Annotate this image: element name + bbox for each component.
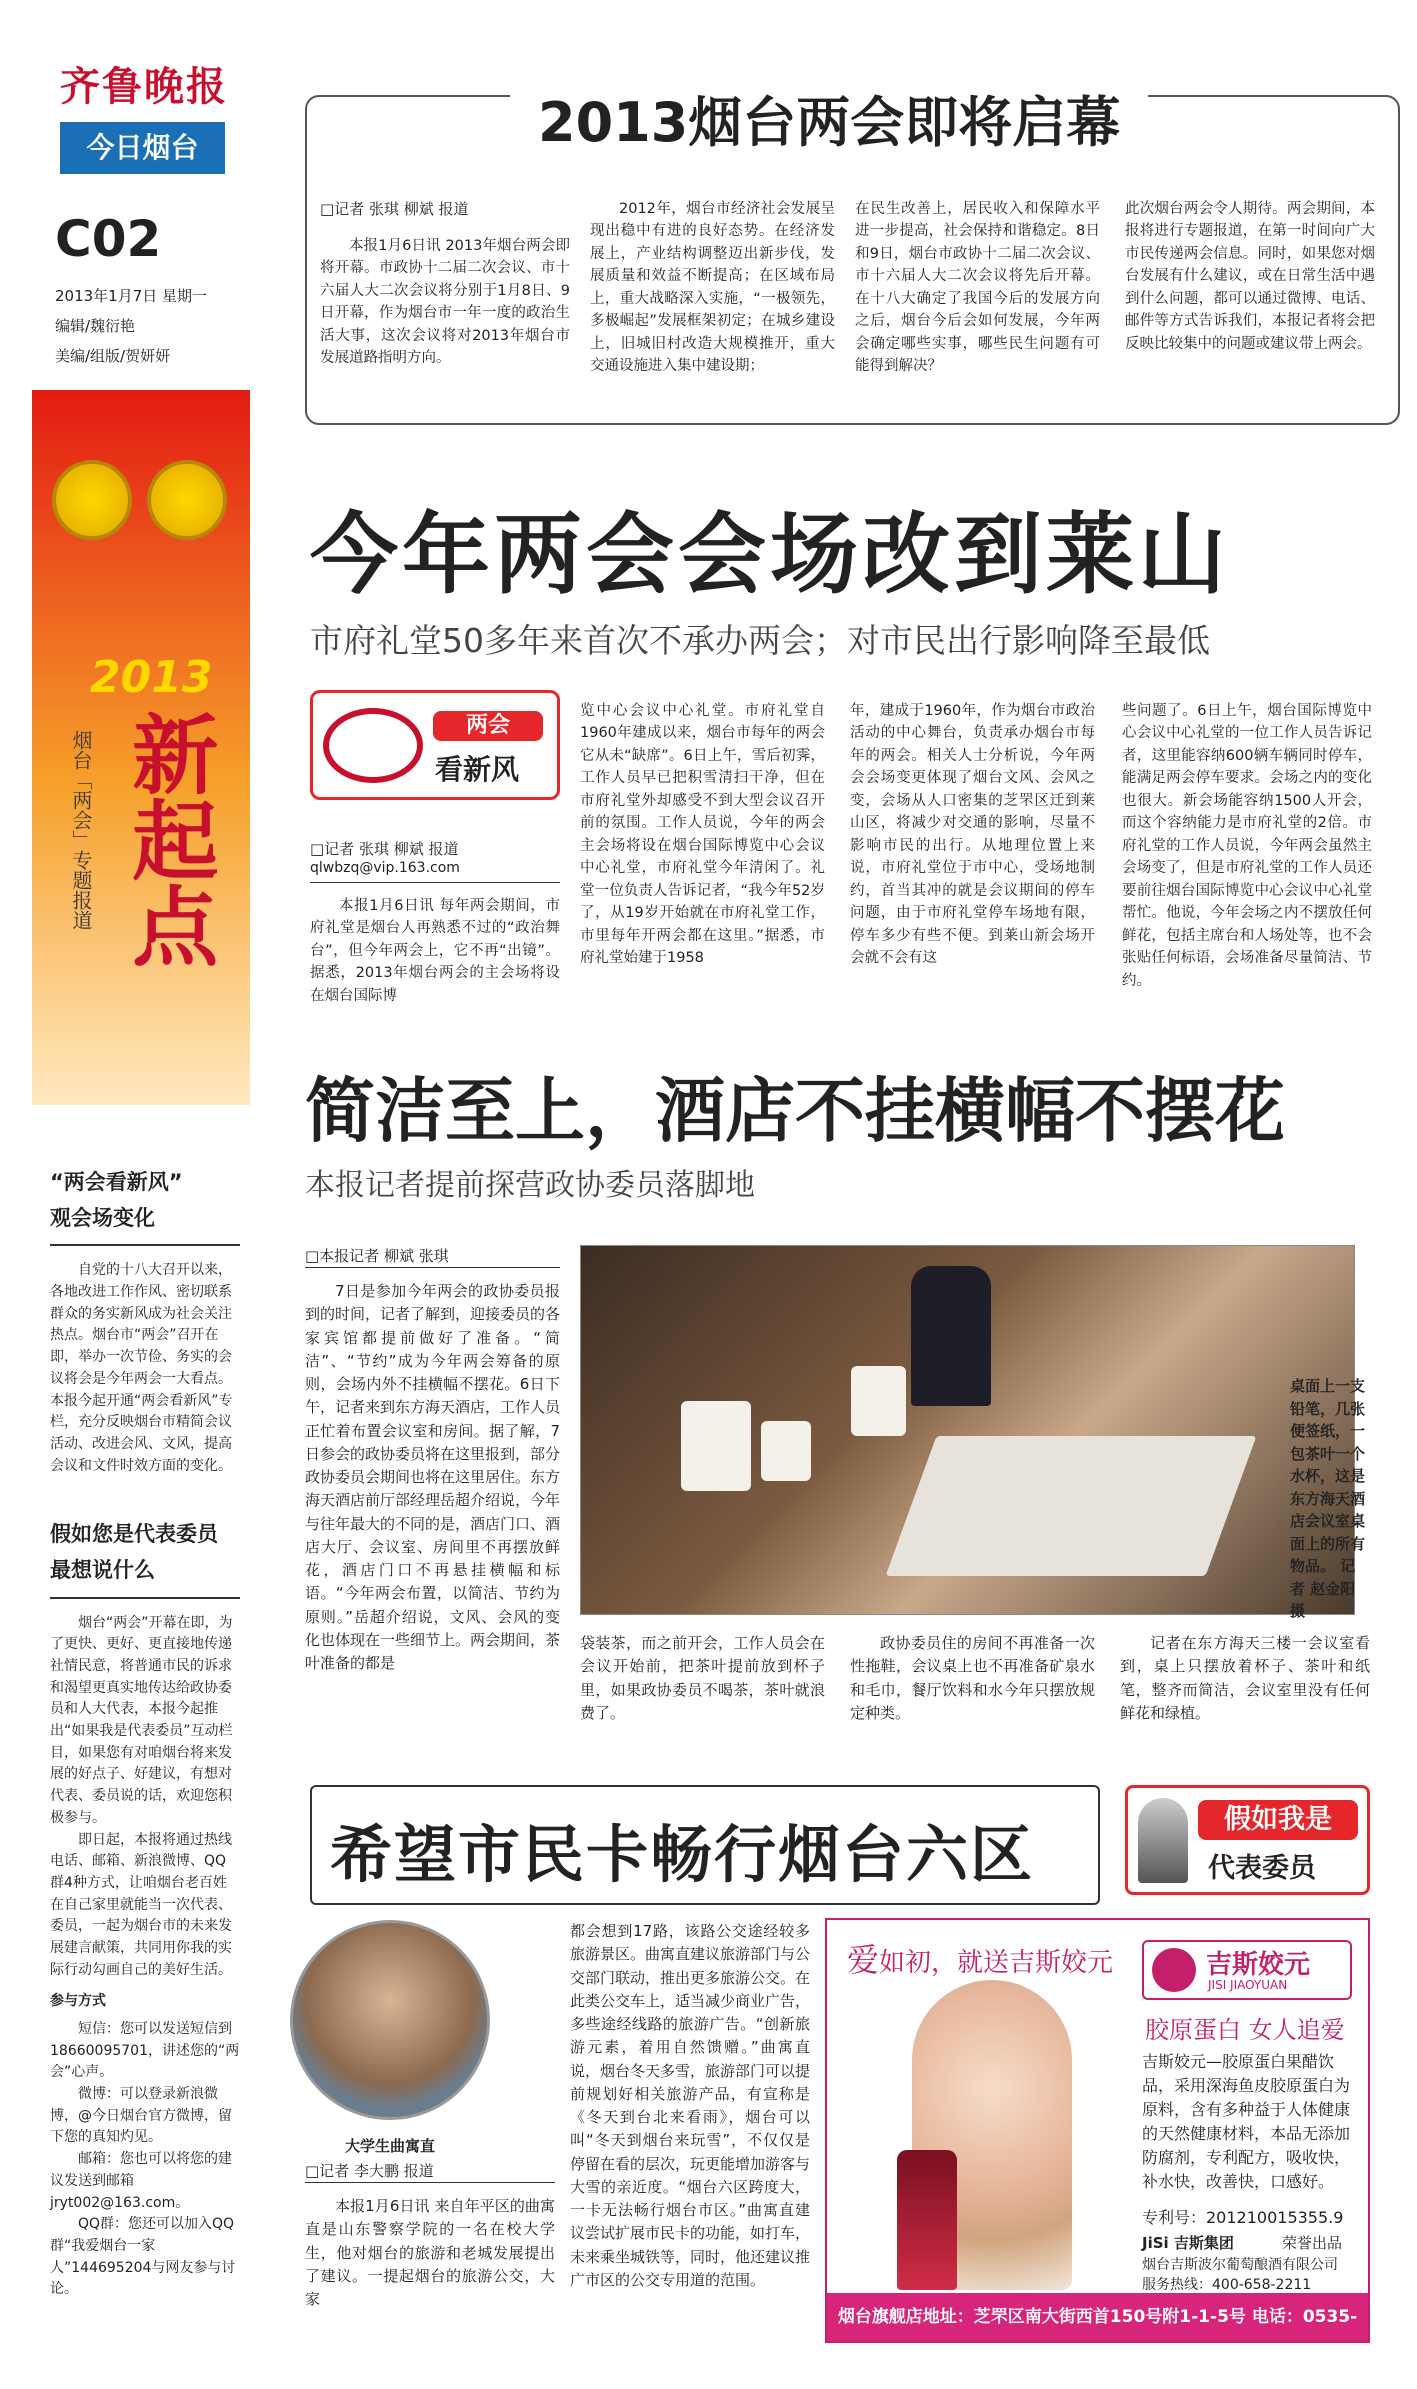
ad-body: 吉斯姣元—胶原蛋白果醋饮品，采用深海鱼皮胶原蛋白为原料，含有多种益于人体健康的天然健康材料，本品无添加防腐剂，专利配方，吸收快，补水快，改善快，口感好。 bbox=[1142, 2052, 1351, 2191]
brand-logo bbox=[1142, 1940, 1352, 2000]
ad-patent: 专利号：201210015355.9 bbox=[1142, 2208, 1344, 2227]
brand-name: 吉斯姣元 bbox=[1206, 1950, 1311, 1980]
story3-col2: 袋装茶，而之前开会，工作人员会在会议开始前，把茶叶提前放到杯子里，如果政协委员不喝茶，茶叶就浪费了。 bbox=[580, 1634, 825, 1722]
ad-footer: 烟台旗舰店地址：芝罘区南大街西首150号附1-1-5号 电话：0535-6694999 bbox=[827, 2293, 1368, 2341]
story1-col2: 2012年，烟台市经济社会发展呈现出稳中有进的良好态势。在经济发展上，产业结构调整迈出新步伐，发展质量和效益不断提高；在区域布局上，重大战略深入实施，“一极领先，多极崛起”发展框架初定；在城乡建设上，旧城旧村改造大规模推开，重大交通设施进入集中建设期； bbox=[590, 201, 835, 375]
banner-title: 新起点 bbox=[117, 710, 219, 968]
story3-deck: 本报记者提前探营政协委员落脚地 bbox=[305, 1168, 755, 1203]
story1-byline: □记者 张琪 柳斌 报道 bbox=[320, 200, 469, 218]
story3-col3: 政协委员住的房间不再准备一次性拖鞋，会议桌上也不再准备矿泉水和毛巾，餐厅饮料和水今年只摆放规定种类。 bbox=[850, 1634, 1095, 1722]
story4-col1: 本报1月6日讯 来自年平区的曲寓直是山东警察学院的一名在校大学生，他对烟台的旅游和老城发展提出了建议。一提起烟台的旅游公交，大家 bbox=[305, 2197, 555, 2308]
story3-headline: 简洁至上，酒店不挂横幅不摆花 bbox=[305, 1070, 1285, 1152]
story2-headline: 今年两会会场改到莱山 bbox=[310, 503, 1231, 606]
party-emblem-icon bbox=[52, 460, 132, 540]
story2-badge bbox=[310, 690, 560, 800]
cppcc-emblem-icon bbox=[147, 460, 227, 540]
notepad bbox=[886, 1436, 1257, 1576]
ad-slogan: 爱如初，就送吉斯姣元 bbox=[847, 1941, 1114, 1979]
story2-col1: 本报1月6日讯 每年两会期间，市府礼堂是烟台人再熟悉不过的“政治舞台”，但今年两会上，它不再“出镜”。据悉，2013年烟台两会的主会场将设在烟台国际博 bbox=[310, 898, 560, 1004]
sidebar-heading: “两会看新风” bbox=[50, 1170, 183, 1194]
sidebar-heading-line2: 最想说什么 bbox=[50, 1557, 155, 1582]
ad-honor: 荣誉出品 bbox=[1282, 2234, 1343, 2252]
editor-credit: 编辑/魏衍艳 bbox=[55, 317, 136, 335]
special-report-banner bbox=[32, 390, 250, 1105]
story4-byline: □记者 李大鹏 报道 bbox=[305, 2162, 434, 2180]
issue-date: 2013年1月7日 星期一 bbox=[55, 287, 208, 305]
sidebar-paragraph: 邮箱：您也可以将您的建议发送到邮箱jryt002@163.com。 bbox=[50, 2151, 232, 2211]
story1-col4: 此次烟台两会令人期待。两会期间，本报将进行专题报道，在第一时间向广大市民传递两会信息。同时，如果您对烟台发展有什么建议，或在日常生活中遇到什么问题，都可以通过微博、电话、邮件等方式告诉我们，本报记者将会把反映比较集中的问题或建议带上两会。 bbox=[1125, 201, 1375, 352]
story2-col3: 年，建成于1960年，作为烟台市政治活动的中心舞台，负责承办烟台市每年的两会。相关人士分析说，今年两会会场变更体现了烟台文风、会风之变，会场从人口密集的芝罘区迁到莱山区，将减少对交通的影响，尽量不影响市民的出行。从地理位置上来说，市府礼堂位于市中心，受场地制约，首当其冲的就是会议期间的停车问题，由于市府礼堂停车场地有限，停车多少有些不便。到莱山新会场开会就不会有这 bbox=[850, 703, 1095, 967]
person-icon bbox=[1138, 1798, 1188, 1883]
sidebar-paragraph: QQ群：您还可以加入QQ群“我爱烟台一家人”144695204与网友参与讨论。 bbox=[50, 2216, 236, 2298]
story1-headline: 2013烟台两会即将启幕 bbox=[510, 80, 1148, 157]
story4-badge-top: 假如我是 bbox=[1198, 1800, 1358, 1840]
story3-col1: 7日是参加今年两会的政协委员报到的时间，记者了解到，迎接委员的各家宾馆都提前做好了准备。“简洁”、“节约”成为今年两会筹备的原则，会场内外不挂横幅不摆花。6日下午，记者来到东方海天酒店，工作人员正忙着布置会议室和房间。据了解，7日参会的政协委员将在这里报到，部分政协委员会期间也将在这里居住。东方海天酒店前厅部经理岳超介绍说，今年与往年最大的不同的是，酒店门口、酒店大厅、会议室、房间里不再摆放鲜花，酒店门口不再悬挂横幅和标语。“今年两会布置，以简洁、节约为原则。”岳超介绍说，文风、会风的变化也体现在一些细节上。两会期间，茶叶准备的都是 bbox=[305, 1282, 561, 1672]
story1-col1: 本报1月6日讯 2013年烟台两会即将开幕。市政协十二届二次会议、市十六届人大二次会议将分别于1月8日、9日开幕，作为烟台市一年一度的政治生活大事，这次会议将对2013年烟台市发展道路指明方向。 bbox=[320, 238, 570, 367]
page-number: C02 bbox=[55, 210, 162, 268]
tea-cup bbox=[851, 1366, 906, 1436]
sidebar-paragraph: 微博：可以登录新浪微博，@今日烟台官方微博，留下您的真知灼见。 bbox=[50, 2086, 232, 2146]
ad-company: JiSi 吉斯集团 bbox=[1142, 2234, 1234, 2252]
brand-icon bbox=[1152, 1948, 1196, 1992]
meeting-room-photo bbox=[580, 1245, 1355, 1615]
tea-cup bbox=[761, 1421, 811, 1481]
designer-credit: 美编/组版/贺妍妍 bbox=[55, 347, 171, 365]
ad-company-full: 烟台吉斯波尔葡萄酿酒有限公司 bbox=[1142, 2257, 1338, 2273]
sidebar-heading: 假如您是代表委员 bbox=[50, 1522, 218, 1547]
student-portrait bbox=[290, 1920, 490, 2120]
tea-cup bbox=[681, 1401, 751, 1491]
sidebar-paragraph: 烟台“两会”开幕在即，为了更快、更好、更直接地传递社情民意，将普通市民的诉求和渴望更真实地传达给政协委员和人大代表，本报今起推出“如果我是代表委员”互动栏目，如果您有对咱烟台将来发展的好点子、好建议，有想对代表、委员说的话，欢迎您积极参与。 bbox=[50, 1614, 233, 1826]
product-bottle bbox=[897, 2150, 957, 2290]
story2-col2: 览中心会议中心礼堂。市府礼堂自1960年建成以来，烟台市每年的两会它从未“缺席”。6日上午，雪后初霁，工作人员早已把积雪清扫干净，但在市府礼堂外却感受不到大型会议召开前的氛围。工作人员说，今年的两会主会场将设在烟台国际博览中心会议中心礼堂，市府礼堂今年清闲了。礼堂一位负责人告诉记者，“我今年52岁了，从19岁开始就在市府礼堂工作，市里每年开两会都在这里。”据悉，市府礼堂始建于1958 bbox=[580, 703, 825, 967]
banner-year: 2013 bbox=[90, 652, 213, 703]
section-tab: 今日烟台 bbox=[60, 122, 225, 174]
story4-headline: 希望市民卡畅行烟台六区 bbox=[330, 1818, 1035, 1891]
sidebar-paragraph: 短信：您可以发送短信到18660095701，讲述您的“两会”心声。 bbox=[50, 2021, 240, 2081]
staff-figure bbox=[911, 1266, 991, 1406]
brand-name-en: JISI JIAOYUAN bbox=[1208, 1978, 1288, 1992]
sidebar-subheading: 参与方式 bbox=[50, 1993, 106, 2010]
ad-tagline: 胶原蛋白 女人追爱 bbox=[1145, 2016, 1345, 2044]
story2-byline: □记者 张琪 柳斌 报道 bbox=[310, 840, 459, 858]
story2-badge-bottom: 看新风 bbox=[435, 753, 520, 786]
story2-badge-top: 两会 bbox=[433, 711, 543, 741]
story4-badge-bottom: 代表委员 bbox=[1208, 1853, 1316, 1884]
story4-col2: 都会想到17路，该路公交途经较多旅游景区。曲寓直建议旅游部门与公交部门联动，推出更多旅游公交。在此类公交车上，适当减少商业广告，多些途经线路的旅游广告。“创新旅游元素，着用自然馈赠。”曲寓直说，烟台冬天多雪，旅游部门可以提前规划好相关旅游产品，有宣称是《冬天到台北来看雨》，烟台可以叫“冬天到烟台来玩雪”，不仅仅是停留在看的层次，玩更能增加游客与大雪的亲近度。“烟台六区跨度大，一卡无法畅行烟台市区。”曲寓直建议尝试扩展市民卡的功能，如打车，未来乘坐城铁等，同时，他还建议推广市区的公交专用道的范围。 bbox=[570, 1922, 811, 2289]
sidebar-paragraph: 自党的十八大召开以来，各地改进工作作风、密切联系群众的务实新风成为社会关注热点。烟台市“两会”召开在即，举办一次节俭、务实的会议将会是今年两会一大看点。本报今起开通“两会看新风”专栏，充分反映烟台市精简会议活动、改进会风、文风，提高会议和文件时效方面的变化。 bbox=[50, 1262, 233, 1474]
photo-caption: 桌面上一支铅笔，几张便签纸，一包茶叶一个水杯，这是东方海天酒店会议室桌面上的所有物品。 记者 赵金阳 摄 bbox=[1290, 1377, 1366, 1620]
jisi-advertisement[interactable] bbox=[825, 1918, 1370, 2375]
masthead-logo: 齐鲁晚报 bbox=[60, 63, 228, 110]
story2-deck: 市府礼堂50多年来首次不承办两会；对市民出行影响降至最低 bbox=[310, 621, 1210, 660]
story1-col3: 在民生改善上，居民收入和保障水平进一步提高，社会保持和谐稳定。8日和9日，烟台市政协十二届二次会议、市十六届人大二次会议将先后开幕。在十八大确定了我国今后的发展方向之后，烟台今后会如何发展，今年两会确定哪些实事，哪些民生问题有可能得到解决？ bbox=[855, 201, 1100, 375]
story2-email: qlwbzq@vip.163.com bbox=[310, 860, 460, 876]
ring-icon bbox=[323, 708, 423, 783]
sidebar-paragraph: 即日起，本报将通过热线电话、邮箱、新浪微博、QQ群4种方式，让咱烟台老百姓在自己家里就能当一次代表、委员，一起为烟台市的未来发展建言献策，共同用你我的实际行动勾画自己的美好生活。 bbox=[50, 1831, 232, 1978]
story2-col4: 些问题了。6日上午，烟台国际博览中心会议中心礼堂的一位工作人员告诉记者，这里能容纳600辆车辆同时停车，能满足两会停车要求。会场之内的变化也很大。新会场能容纳1500人开会，而这个容纳能力是市府礼堂的2倍。市府礼堂的工作人员说，今年两会虽然主会场变了，但是市府礼堂的工作人员还要前往烟台国际博览中心会议中心礼堂帮忙。他说，今年会场之内不摆放任何鲜花，包括主席台和人场处等，也不会张贴任何标语，会场准备尽量简洁、节约。 bbox=[1122, 703, 1372, 989]
story3-byline: □本报记者 柳斌 张琪 bbox=[305, 1247, 449, 1265]
story3-col4: 记者在东方海天三楼一会议室看到，桌上只摆放着杯子、茶叶和纸笔，整齐而简洁，会议室里没有任何鲜花和绿植。 bbox=[1120, 1634, 1370, 1722]
sidebar-column bbox=[50, 1165, 240, 2301]
banner-subtitle: 烟台「两会」专题报道 bbox=[69, 730, 93, 930]
portrait-caption: 大学生曲寓直 bbox=[345, 2137, 436, 2155]
story4-badge bbox=[1125, 1785, 1370, 1895]
ad-hotline: 服务热线：400-658-2211 bbox=[1142, 2277, 1312, 2293]
sidebar-heading-line2: 观会场变化 bbox=[50, 1205, 155, 1230]
